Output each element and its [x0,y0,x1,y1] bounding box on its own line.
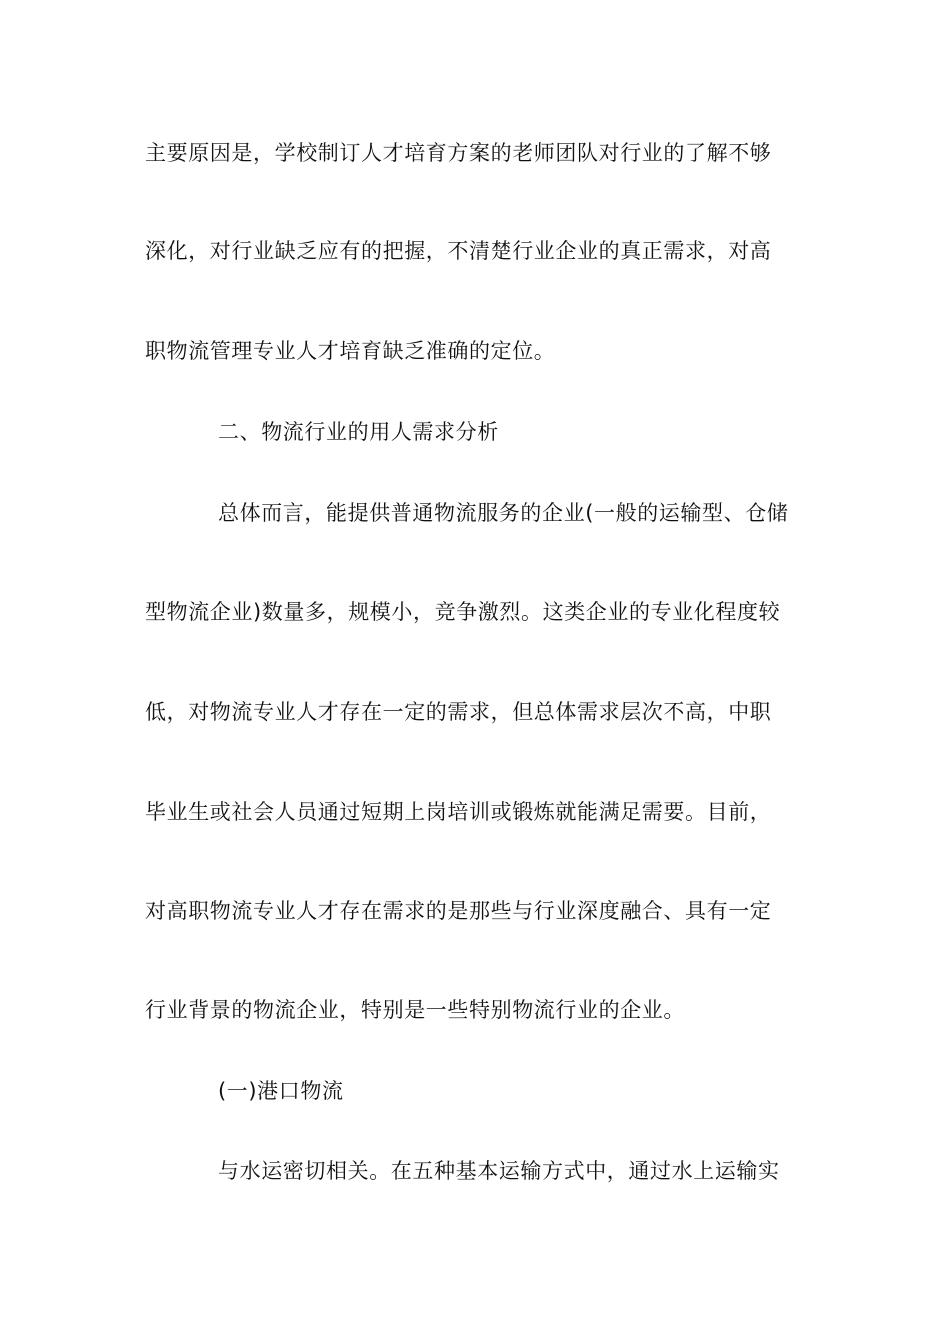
section-heading: 二、物流行业的用人需求分析 [218,420,499,444]
paragraph-line: 职物流管理专业人才培育缺乏准确的定位。 [145,339,556,363]
paragraph-line: 深化，对行业缺乏应有的把握，不清楚行业企业的真正需求，对高 [145,239,772,263]
subsection-heading: (一)港口物流 [218,1079,344,1103]
paragraph-line: 毕业生或社会人员通过短期上岗培训或锻炼就能满足需要。目前， [145,800,772,824]
paragraph-line: 型物流企业)数量多，规模小，竞争激烈。这类企业的专业化程度较 [145,600,781,624]
paragraph-line: 主要原因是，学校制订人才培育方案的老师团队对行业的了解不够 [145,141,772,165]
paragraph-line: 低，对物流专业人才存在一定的需求，但总体需求层次不高，中职 [145,700,772,724]
paragraph-line: 行业背景的物流企业，特别是一些特别物流行业的企业。 [145,998,685,1022]
paragraph-line: 总体而言，能提供普通物流服务的企业(一般的运输型、仓储 [218,501,789,525]
paragraph-line: 与水运密切相关。在五种基本运输方式中，通过水上运输实 [218,1159,780,1183]
paragraph-line: 对高职物流专业人才存在需求的是那些与行业深度融合、具有一定 [145,899,772,923]
